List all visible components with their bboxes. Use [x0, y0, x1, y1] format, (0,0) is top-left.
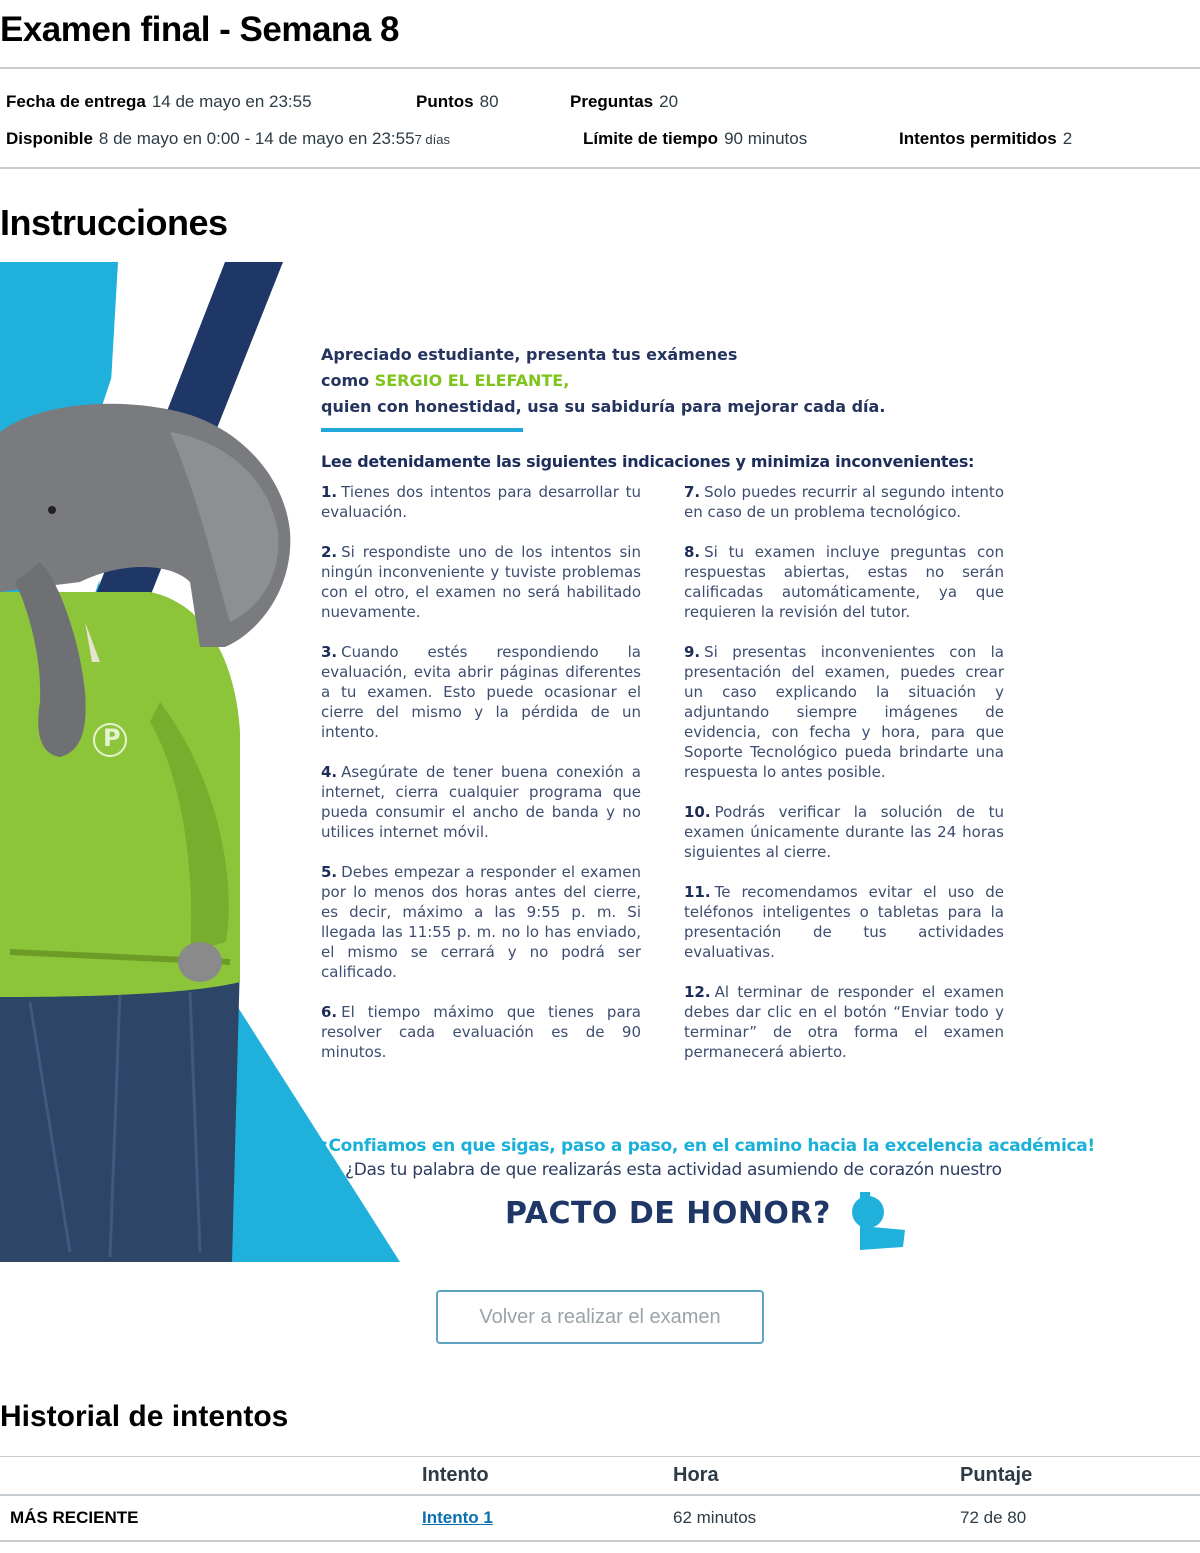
- instructions-poster: [0, 262, 1200, 1262]
- cta-question: ¿Das tu palabra de que realizarás esta actividad asumiendo de corazón nuestro: [345, 1160, 1002, 1180]
- instruction-item: [321, 482, 641, 522]
- item-number: 7.: [684, 483, 701, 501]
- item-text: Te recomendamos evitar el uso de teléfonos inteligentes o tabletas para la presentación de tus actividades evaluativas.: [684, 883, 1004, 961]
- instruction-item: [321, 862, 641, 982]
- questions-label: Preguntas: [570, 92, 654, 111]
- available-label: Disponible: [6, 129, 93, 148]
- cta-honor-pact: PACTO DE HONOR?: [505, 1196, 831, 1231]
- item-number: 11.: [684, 883, 711, 901]
- item-number: 2.: [321, 543, 338, 561]
- points: [416, 92, 499, 112]
- item-number: 6.: [321, 1003, 338, 1021]
- item-text: Si presentas inconvenientes con la presentación del examen, puedes crear un caso explicando la situación y adjuntando siempre imágenes de evidencia, con fecha y hora, para que Soporte Tecnológico pueda brindarte una respuesta lo antes posible.: [684, 643, 1004, 781]
- attempts-value: 2: [1062, 129, 1073, 148]
- item-text: Al terminar de responder el examen debes dar clic en el botón “Enviar todo y terminar” de otra forma el examen permanecerá abierto.: [684, 983, 1004, 1061]
- item-number: 1.: [321, 483, 338, 501]
- item-number: 12.: [684, 983, 711, 1001]
- time-limit: [583, 129, 807, 149]
- column-header-score: Puntaje: [960, 1464, 1033, 1486]
- points-label: Puntos: [416, 92, 474, 111]
- intro-rule: [321, 428, 523, 432]
- intro-line-2: [321, 368, 885, 394]
- item-text: Debes empezar a responder el examen por lo menos dos horas antes del cierre, es decir, máximo a las 9:55 p. m. Si llegada las 11:55 p. m. no lo has enviado, el mismo se cerrará y no podrá ser calificado.: [321, 863, 641, 981]
- questions: [570, 92, 678, 112]
- attempts-allowed: [899, 129, 1072, 149]
- hoodie-logo: P: [103, 724, 121, 752]
- item-text: Si tu examen incluye preguntas con respuestas abiertas, estas no serán calificadas automáticamente, ya que requieren la revisión del tutor.: [684, 543, 1004, 621]
- item-number: 3.: [321, 643, 338, 661]
- instruction-item: [321, 762, 641, 842]
- intro-line-2-pre: como: [321, 371, 375, 390]
- instructions-column-right: [684, 482, 1004, 1082]
- item-text: Podrás verificar la solución de tu examen únicamente durante las 24 horas siguientes al cierre.: [684, 803, 1004, 861]
- item-number: 5.: [321, 863, 338, 881]
- column-header-attempt: Intento: [422, 1464, 489, 1486]
- instructions-lead: Lee detenidamente las siguientes indicaciones y minimiza inconvenientes:: [321, 452, 975, 471]
- retake-quiz-button[interactable]: Volver a realizar el examen: [436, 1290, 764, 1344]
- instruction-item: [684, 482, 1004, 522]
- header-divider: [0, 1494, 1200, 1496]
- item-text: Asegúrate de tener buena conexión a internet, cierra cualquier programa que pueda consumir el ancho de banda y no utilices internet móvil.: [321, 763, 641, 841]
- column-header-time: Hora: [673, 1464, 719, 1486]
- divider: [0, 167, 1200, 169]
- cta-excellence: ¡Confiamos en que sigas, paso a paso, en el camino hacia la excelencia académica!: [321, 1136, 1095, 1156]
- item-text: El tiempo máximo que tienes para resolver cada evaluación es de 90 minutos.: [321, 1003, 641, 1061]
- availability: [6, 129, 450, 149]
- item-text: Tienes dos intentos para desarrollar tu evaluación.: [321, 483, 641, 521]
- time-limit-label: Límite de tiempo: [583, 129, 719, 148]
- available-value: 8 de mayo en 0:00 - 14 de mayo en 23:55: [98, 129, 415, 148]
- divider: [0, 67, 1200, 69]
- due-date: [6, 92, 312, 112]
- divider: [0, 1456, 1200, 1457]
- item-text: Si respondiste uno de los intentos sin ningún inconveniente y tuviste problemas con el otro, el examen no será habilitado nuevamente.: [321, 543, 641, 621]
- item-number: 9.: [684, 643, 701, 661]
- available-days: 7 días: [414, 132, 450, 147]
- intro-line-3: quien con honestidad, usa su sabiduría para mejorar cada día.: [321, 397, 886, 416]
- attempts-label: Intentos permitidos: [899, 129, 1057, 148]
- item-number: 10.: [684, 803, 711, 821]
- instructions-title: Instrucciones: [0, 202, 228, 243]
- score-cell: 72 de 80: [960, 1508, 1027, 1527]
- item-number: 4.: [321, 763, 338, 781]
- instructions-column-left: [321, 482, 641, 1082]
- intro-text: [321, 342, 885, 420]
- row-divider: [0, 1540, 1200, 1542]
- points-value: 80: [479, 92, 499, 111]
- item-text: Cuando estés respondiendo la evaluación, evita abrir páginas diferentes a tu examen. Esto puede ocasionar el cierre del mismo y la pérdida de un intento.: [321, 643, 641, 741]
- time-cell: 62 minutos: [673, 1508, 757, 1527]
- questions-value: 20: [659, 92, 679, 111]
- instruction-item: [684, 802, 1004, 862]
- instruction-item: [684, 982, 1004, 1062]
- row-label: MÁS RECIENTE: [10, 1508, 139, 1527]
- instruction-item: [321, 1002, 641, 1062]
- attempt-link[interactable]: Intento 1: [422, 1508, 493, 1527]
- instruction-item: [321, 542, 641, 622]
- history-title: Historial de intentos: [0, 1400, 289, 1433]
- instruction-item: [684, 642, 1004, 782]
- page-title: Examen final - Semana 8: [0, 10, 399, 49]
- due-label: Fecha de entrega: [6, 92, 146, 111]
- item-number: 8.: [684, 543, 701, 561]
- item-text: Solo puedes recurrir al segundo intento en caso de un problema tecnológico.: [684, 483, 1004, 521]
- attempt-cell: [422, 1508, 493, 1528]
- time-limit-value: 90 minutos: [724, 129, 808, 148]
- instruction-item: [321, 642, 641, 742]
- due-value: 14 de mayo en 23:55: [151, 92, 312, 111]
- intro-mascot-name: SERGIO EL ELEFANTE,: [374, 371, 570, 390]
- intro-line-1: Apreciado estudiante, presenta tus exámenes: [321, 345, 738, 364]
- instruction-item: [684, 542, 1004, 622]
- instruction-item: [684, 882, 1004, 962]
